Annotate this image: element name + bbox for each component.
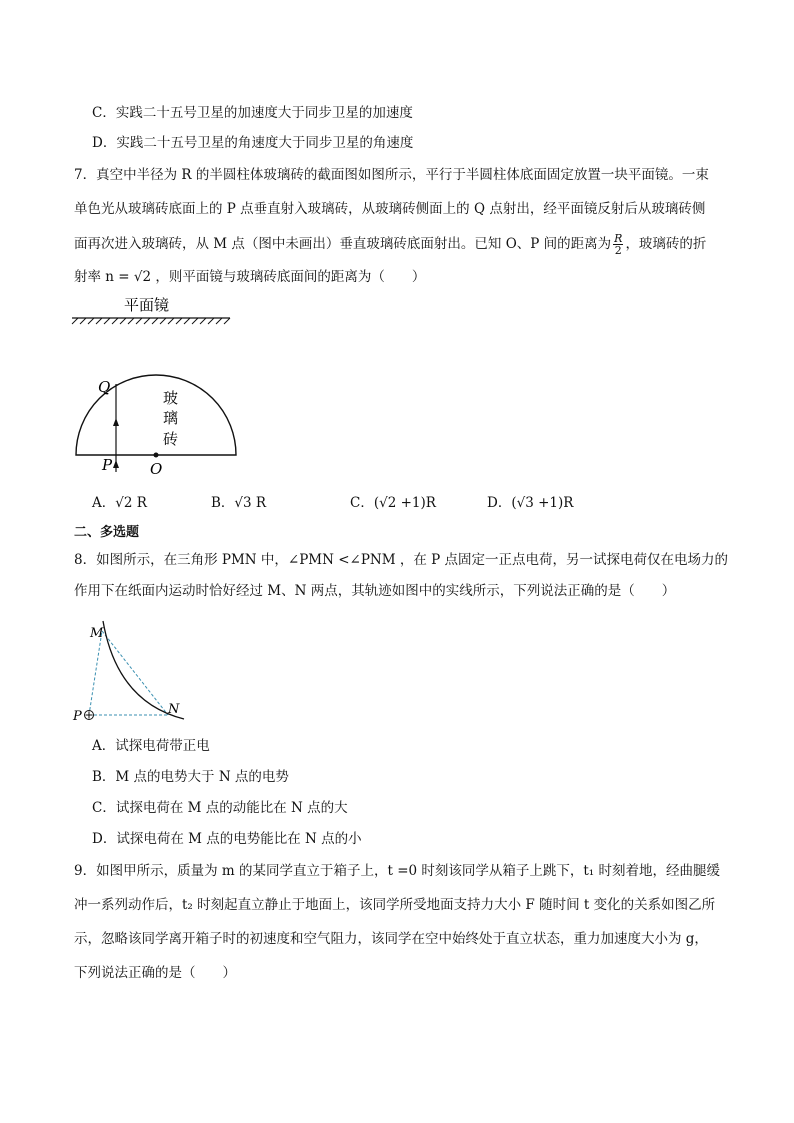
q7-stem-line3-b: ，玻璃砖的折 [625,236,707,252]
q7-option-b: B．√3 R [211,495,267,511]
label-m: M [90,626,104,641]
mirror-hatching [72,318,230,324]
label-p: P [102,456,113,474]
q7-figure [60,290,260,485]
q7-stem-line3 [74,233,706,256]
label-n: N [168,702,180,717]
q6-option-c: C．实践二十五号卫星的加速度大于同步卫星的加速度 [92,105,413,121]
ray-arrow-lower [113,460,119,468]
q7-stem-line4: 射率 n = √2 ，则平面镜与玻璃砖底面间的距离为（ ） [74,269,426,285]
q9-stem-line4: 下列说法正确的是（ ） [74,965,236,981]
q7-option-a: A．√2 R [92,495,147,511]
q8-option-b: B．M 点的电势大于 N 点的电势 [92,769,289,785]
label-o: O [150,460,163,478]
q8-option-c: C．试探电荷在 M 点的动能比在 N 点的大 [92,800,348,816]
ray-arrow-upper [113,418,119,426]
q9-stem-line3: 示，忽略该同学离开箱子时的初速度和空气阻力，该同学在空中始终处于直立状态，重力加速度大小为 g， [74,931,708,947]
q8-stem-line1: 8．如图所示，在三角形 PMN 中，∠PMN <∠PNM ，在 P 点固定一正点电荷，另一试探电荷仅在电场力的 [74,552,729,568]
mirror-label: 平面镜 [124,296,170,314]
glass-label-3: 砖 [163,430,179,448]
center-point-o [154,453,159,458]
q7-fraction-numerator: R [614,232,623,245]
q7-stem-line1: 7．真空中半径为 R 的半圆柱体玻璃砖的截面图如图所示，平行于半圆柱体底面固定放置一块平面镜。一束 [74,167,709,183]
q6-option-d: D．实践二十五号卫星的角速度大于同步卫星的角速度 [92,135,414,151]
q8-option-d: D．试探电荷在 M 点的电势能比在 N 点的小 [92,831,362,847]
q8-stem-line2: 作用下在纸面内运动时恰好经过 M、N 两点，其轨迹如图中的实线所示，下列说法正确的是（ ） [74,583,676,599]
q9-stem-line1: 9．如图甲所示，质量为 m 的某同学直立于箱子上，t =0 时刻该同学从箱子上跳下，t₁ 时刻着地，经曲腿缓 [74,863,721,879]
q7-fraction [613,233,623,256]
glass-label-2: 璃 [163,409,179,427]
label-p: P [73,709,82,724]
q8-figure [72,617,192,727]
triangle-pmn [89,631,168,715]
q9-stem-line2: 冲一系列动作后，t₂ 时刻起直立静止于地面上，该同学所受地面支持力大小 F 随时间 t 变化的关系如图乙所 [74,897,716,913]
q7-option-d: D．(√3 +1)R [487,495,574,511]
section-heading-multiple-choice: 二、多选题 [74,525,140,540]
label-q: Q [98,378,111,396]
q7-fraction-denominator: 2 [614,244,622,257]
q7-option-c: C．(√2 +1)R [350,495,436,511]
glass-label-1: 玻 [163,389,179,407]
q8-option-a: A．试探电荷带正电 [92,738,210,754]
q7-stem-line3-a: 面再次进入玻璃砖，从 M 点（图中未画出）垂直玻璃砖底面射出。已知 O、P 间的距离为 [74,236,612,252]
q7-stem-line2: 单色光从玻璃砖底面上的 P 点垂直射入玻璃砖，从玻璃砖侧面上的 Q 点射出，经平面镜反射后从玻璃砖侧 [74,201,706,217]
